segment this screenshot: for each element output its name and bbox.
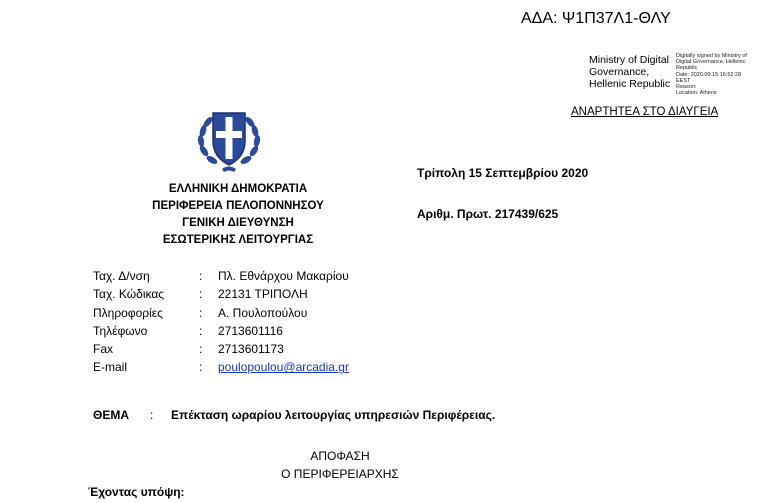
contact-label: Πληροφορίες (93, 305, 163, 320)
subject-separator: : (150, 408, 154, 422)
signature-detail-line: Digital Governance, Hellenic (676, 59, 746, 66)
digital-signer (589, 54, 670, 90)
document-date: Τρίπολη 15 Σεπτεμβρίου 2020 (417, 166, 589, 180)
colon-separator: : (199, 287, 203, 302)
greek-coat-of-arms-icon (192, 103, 266, 177)
contact-value: 2713601173 (218, 342, 284, 357)
colon-separator: : (199, 269, 203, 283)
email-link[interactable]: poulopoulou@arcadia.gr (218, 360, 349, 375)
authority-line: ΕΛΛΗΝΙΚΗ ΔΗΜΟΚΡΑΤΙΑ (168, 183, 308, 195)
decision-title: ΑΠΟΦΑΣΗ (310, 449, 370, 463)
ada-code: ΑΔΑ: Ψ1Π37Λ1-ΘΛΥ (521, 10, 671, 27)
signature-detail-line: Republic (676, 65, 698, 72)
decision-authority: Ο ΠΕΡΙΦΕΡΕΙΑΡΧΗΣ (281, 467, 399, 481)
subject-text: Επέκταση ωραρίου λειτουργίας υπηρεσιών Περιφέρειας. (171, 408, 496, 422)
authority-line: ΠΕΡΙΦΕΡΕΙΑ ΠΕΛΟΠΟΝΝΗΣΟΥ (152, 200, 324, 212)
protocol-number: Αριθμ. Πρωτ. 217439/625 (417, 207, 559, 221)
signature-detail-line: Reason: (676, 84, 697, 91)
authority-line: ΕΣΩΤΕΡΙΚΗΣ ΛΕΙΤΟΥΡΓΙΑΣ (162, 234, 314, 246)
signature-detail-line: Location: Athens (676, 90, 717, 97)
contact-value: Α. Πουλοπούλου (218, 305, 308, 320)
diavgeia-posting-note: ΑΝΑΡΤΗΤΕΑ ΣΤΟ ΔΙΑΥΓΕΙΑ (571, 106, 719, 118)
contact-label: Fax (93, 342, 114, 357)
signature-details (676, 53, 747, 96)
signature-detail-line: Date: 2020.09.15 16:52:28 (676, 71, 742, 78)
signature-detail-line: Digitally signed by Ministry of (676, 53, 747, 59)
contact-label: Ταχ. Κώδικας (93, 287, 165, 302)
colon-separator: : (199, 305, 203, 320)
shield (213, 113, 245, 165)
contact-value: Πλ. Εθνάρχου Μακαρίου (218, 269, 349, 283)
issuing-authority (148, 181, 328, 249)
authority-line: ΓΕΝΙΚΗ ΔΙΕΥΘΥΝΣΗ (182, 217, 294, 229)
contact-label: E-mail (93, 360, 128, 375)
signer-line: Hellenic Republic (589, 78, 671, 90)
contact-label: Τηλέφωνο (93, 323, 148, 338)
considering-heading: Έχοντας υπόψη: (88, 485, 185, 499)
colon-separator: : (199, 342, 203, 357)
signer-line: Governance, (589, 66, 650, 78)
decision-heading (230, 447, 450, 483)
subject-label: ΘΕΜΑ (93, 408, 129, 422)
contact-value: 2713601116 (218, 323, 283, 338)
signer-line: Ministry of Digital (589, 54, 669, 66)
contact-label: Ταχ. Δ/νση (93, 269, 150, 283)
signature-detail-line: EEST (676, 77, 691, 84)
colon-separator: : (199, 360, 203, 375)
colon-separator: : (199, 323, 203, 338)
contact-value: 22131 ΤΡΙΠΟΛΗ (218, 287, 308, 302)
